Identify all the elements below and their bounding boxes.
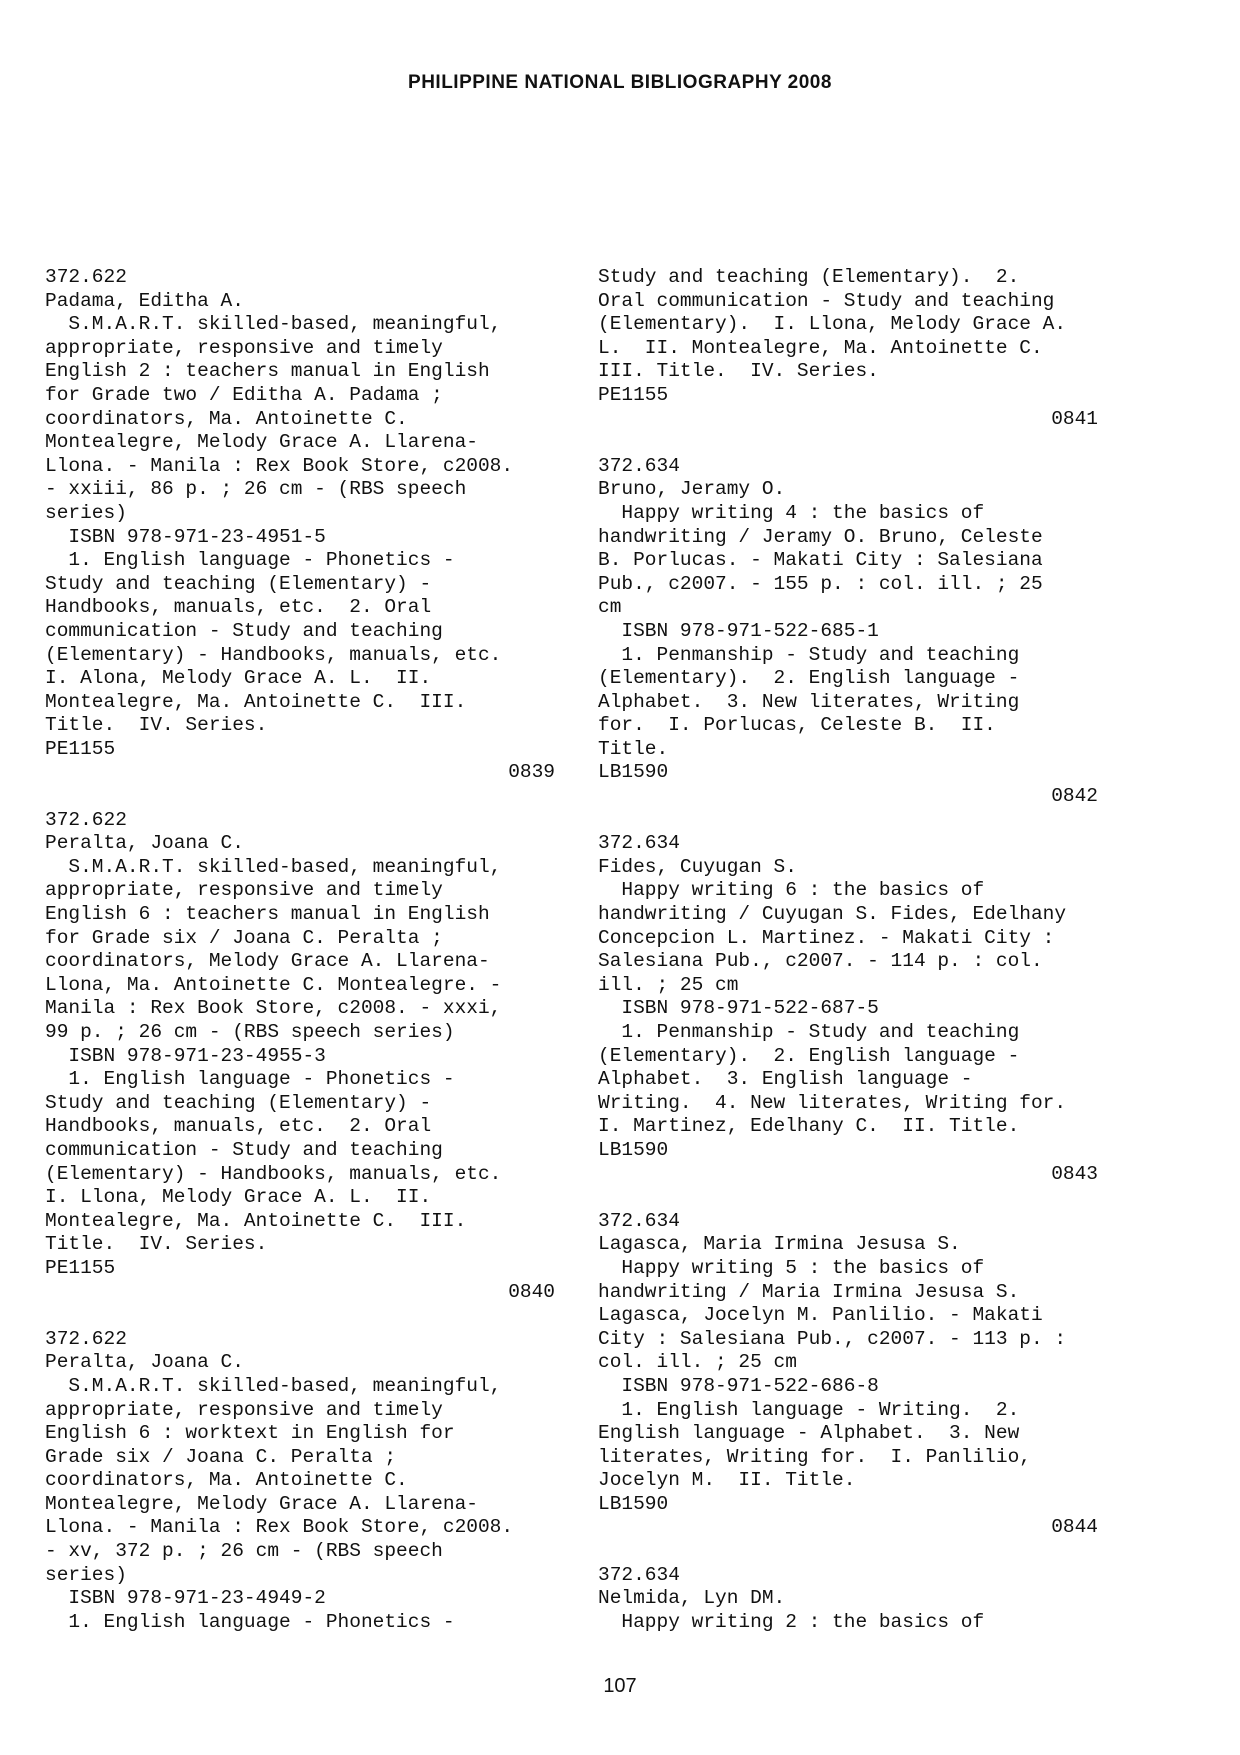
entry-line: Happy writing 2 : the basics of [598,1610,985,1633]
entry-line: Llona. - Manila : Rex Book Store, c2008. [45,1516,514,1539]
entry-line: for Grade two / Editha A. Padama ; [45,383,443,406]
entry-line: literates, Writing for. I. Panlilio, [598,1445,1031,1468]
entry-line: Writing. 4. New literates, Writing for. [598,1091,1067,1114]
entry-number: 0839 [508,761,555,784]
bibliographic-entry [598,832,1098,1210]
entry-line: Salesiana Pub., c2007. - 114 p. : col. [598,950,1043,973]
entry-line: for Grade six / Joana C. Peralta ; [45,926,443,949]
entry-line: Pub., c2007. - 155 p. : col. ill. ; 25 [598,572,1043,595]
entry-line: PE1155 [45,737,116,760]
entry-line: ill. ; 25 cm [598,973,739,996]
entry-line: (Elementary). 2. English language - [598,1044,1020,1067]
bibliographic-entry [598,455,1098,833]
entry-line: Llona, Ma. Antoinette C. Montealegre. - [45,973,502,996]
entry-line: appropriate, responsive and timely [45,879,443,902]
bibliographic-entry [45,809,555,1328]
entry-line: English language - Alphabet. 3. New [598,1422,1020,1445]
entry-line: Grade six / Joana C. Peralta ; [45,1445,397,1468]
entry-line: Handbooks, manuals, etc. 2. Oral [45,1115,432,1138]
entry-line: Alphabet. 3. New literates, Writing [598,690,1020,713]
entry-line: 372.622 [45,1327,127,1350]
entry-line: communication - Study and teaching [45,1138,443,1161]
entry-line: cm [598,596,622,619]
left-column [45,266,555,1634]
entry-line: Study and teaching (Elementary) - [45,1091,432,1114]
bibliographic-entry [598,1564,1098,1635]
entry-line: series) [45,1563,127,1586]
entry-line: English 6 : worktext in English for [45,1422,455,1445]
entry-line: series) [45,501,127,524]
entry-line: Padama, Editha A. [45,289,244,312]
entry-line: Lagasca, Maria Irmina Jesusa S. [598,1233,961,1256]
entry-line: I. Llona, Melody Grace A. L. II. [45,1186,432,1209]
entry-line: ISBN 978-971-522-685-1 [598,619,879,642]
entry-line: Study and teaching (Elementary). 2. [598,266,1020,288]
entry-line: 372.634 [598,454,680,477]
entry-line: ISBN 978-971-23-4949-2 [45,1587,326,1610]
entry-spacer [598,1540,1098,1564]
entry-line: for. I. Porlucas, Celeste B. II. [598,714,996,737]
entry-line: Llona. - Manila : Rex Book Store, c2008. [45,454,514,477]
entry-number: 0840 [508,1280,555,1303]
entry-line: English 2 : teachers manual in English [45,360,490,383]
entry-line: Oral communication - Study and teaching [598,289,1055,312]
entry-number: 0841 [1051,407,1098,430]
entry-line: 372.622 [45,808,127,831]
entry-line: Montealegre, Melody Grace A. Llarena- [45,431,478,454]
entry-spacer [598,1186,1098,1210]
entry-line: 1. English language - Writing. 2. [598,1398,1020,1421]
entry-line: Study and teaching (Elementary) - [45,572,432,595]
entry-line: LB1590 [598,761,669,784]
entry-line: appropriate, responsive and timely [45,1398,443,1421]
entry-line: Handbooks, manuals, etc. 2. Oral [45,596,432,619]
entry-line: - xv, 372 p. ; 26 cm - (RBS speech [45,1540,443,1563]
entry-line: - xxiii, 86 p. ; 26 cm - (RBS speech [45,478,467,501]
entry-number: 0842 [1051,785,1098,808]
bibliographic-entry [598,1210,1098,1564]
entry-line: LB1590 [598,1492,669,1515]
entry-line: ISBN 978-971-522-686-8 [598,1374,879,1397]
entry-line: (Elementary) - Handbooks, manuals, etc. [45,1162,502,1185]
entry-line: Montealegre, Ma. Antoinette C. III. [45,690,467,713]
entry-line: Peralta, Joana C. [45,832,244,855]
entry-line: 1. English language - Phonetics - [45,549,455,572]
entry-number: 0844 [1051,1516,1098,1539]
entry-line: English 6 : teachers manual in English [45,903,490,926]
entry-line: Peralta, Joana C. [45,1351,244,1374]
entry-line: PE1155 [45,1256,116,1279]
right-column [598,266,1098,1634]
entry-line: 1. Penmanship - Study and teaching [598,643,1020,666]
entry-line: Happy writing 4 : the basics of [598,501,985,524]
entry-line: Lagasca, Jocelyn M. Panlilio. - Makati [598,1304,1043,1327]
entry-line: coordinators, Melody Grace A. Llarena- [45,950,490,973]
entry-line: 99 p. ; 26 cm - (RBS speech series) [45,1021,455,1043]
entry-line: S.M.A.R.T. skilled-based, meaningful, [45,1374,502,1397]
entry-line: 1. English language - Phonetics - [45,1068,455,1091]
entry-line: S.M.A.R.T. skilled-based, meaningful, [45,855,502,878]
entry-line: I. Martinez, Edelhany C. II. Title. [598,1115,1020,1138]
entry-line: PE1155 [598,383,669,406]
bibliographic-entry [45,266,555,809]
entry-line: col. ill. ; 25 cm [598,1351,797,1374]
entry-line: Title. IV. Series. [45,1233,268,1256]
entry-line: handwriting / Jeramy O. Bruno, Celeste [598,525,1043,548]
entry-line: handwriting / Cuyugan S. Fides, Edelhany [598,903,1067,926]
entry-line: B. Porlucas. - Makati City : Salesiana [598,549,1043,572]
entry-line: 1. English language - Phonetics - [45,1610,455,1633]
entry-line: 372.634 [598,1209,680,1232]
entry-spacer [598,431,1098,455]
entry-line: appropriate, responsive and timely [45,336,443,359]
entry-line: coordinators, Ma. Antoinette C. [45,1469,408,1492]
entry-line: L. II. Montealegre, Ma. Antoinette C. [598,336,1043,359]
entry-line: Happy writing 5 : the basics of [598,1256,985,1279]
entry-line: 1. Penmanship - Study and teaching [598,1021,1020,1043]
entry-line: III. Title. IV. Series. [598,360,879,383]
page-title: PHILIPPINE NATIONAL BIBLIOGRAPHY 2008 [408,72,832,93]
page-number: 107 [603,1675,637,1697]
entry-line: (Elementary). I. Llona, Melody Grace A. [598,313,1067,336]
entry-line: coordinators, Ma. Antoinette C. [45,407,408,430]
entry-line: Happy writing 6 : the basics of [598,879,985,902]
entry-line: Bruno, Jeramy O. [598,478,786,501]
entry-line: Title. IV. Series. [45,714,268,737]
entry-line: Montealegre, Melody Grace A. Llarena- [45,1492,478,1515]
entry-line: Jocelyn M. II. Title. [598,1469,856,1492]
entry-line: handwriting / Maria Irmina Jesusa S. [598,1280,1020,1303]
entry-line: Concepcion L. Martinez. - Makati City : [598,926,1055,949]
entry-line: LB1590 [598,1138,669,1161]
entry-number: 0843 [1051,1162,1098,1185]
bibliographic-entry [45,1328,555,1635]
entry-line: S.M.A.R.T. skilled-based, meaningful, [45,313,502,336]
entry-line: Alphabet. 3. English language - [598,1068,973,1091]
entry-line: Title. [598,737,669,760]
entry-line: 372.634 [598,832,680,855]
entry-spacer [45,1304,555,1328]
entry-line: 372.622 [45,266,127,288]
entry-line: communication - Study and teaching [45,619,443,642]
entry-line: ISBN 978-971-23-4955-3 [45,1044,326,1067]
entry-line: Manila : Rex Book Store, c2008. - xxxi, [45,997,502,1020]
entry-line: City : Salesiana Pub., c2007. - 113 p. : [598,1327,1067,1350]
entry-line: I. Alona, Melody Grace A. L. II. [45,667,432,690]
bibliographic-entry [598,266,1098,455]
entry-line: Nelmida, Lyn DM. [598,1587,786,1610]
entry-line: (Elementary). 2. English language - [598,667,1020,690]
entry-line: Montealegre, Ma. Antoinette C. III. [45,1209,467,1232]
entry-line: Fides, Cuyugan S. [598,855,797,878]
entry-spacer [45,785,555,809]
entry-spacer [598,809,1098,833]
entry-line: (Elementary) - Handbooks, manuals, etc. [45,643,502,666]
entry-line: 372.634 [598,1563,680,1586]
entry-line: ISBN 978-971-23-4951-5 [45,525,326,548]
entry-line: ISBN 978-971-522-687-5 [598,997,879,1020]
